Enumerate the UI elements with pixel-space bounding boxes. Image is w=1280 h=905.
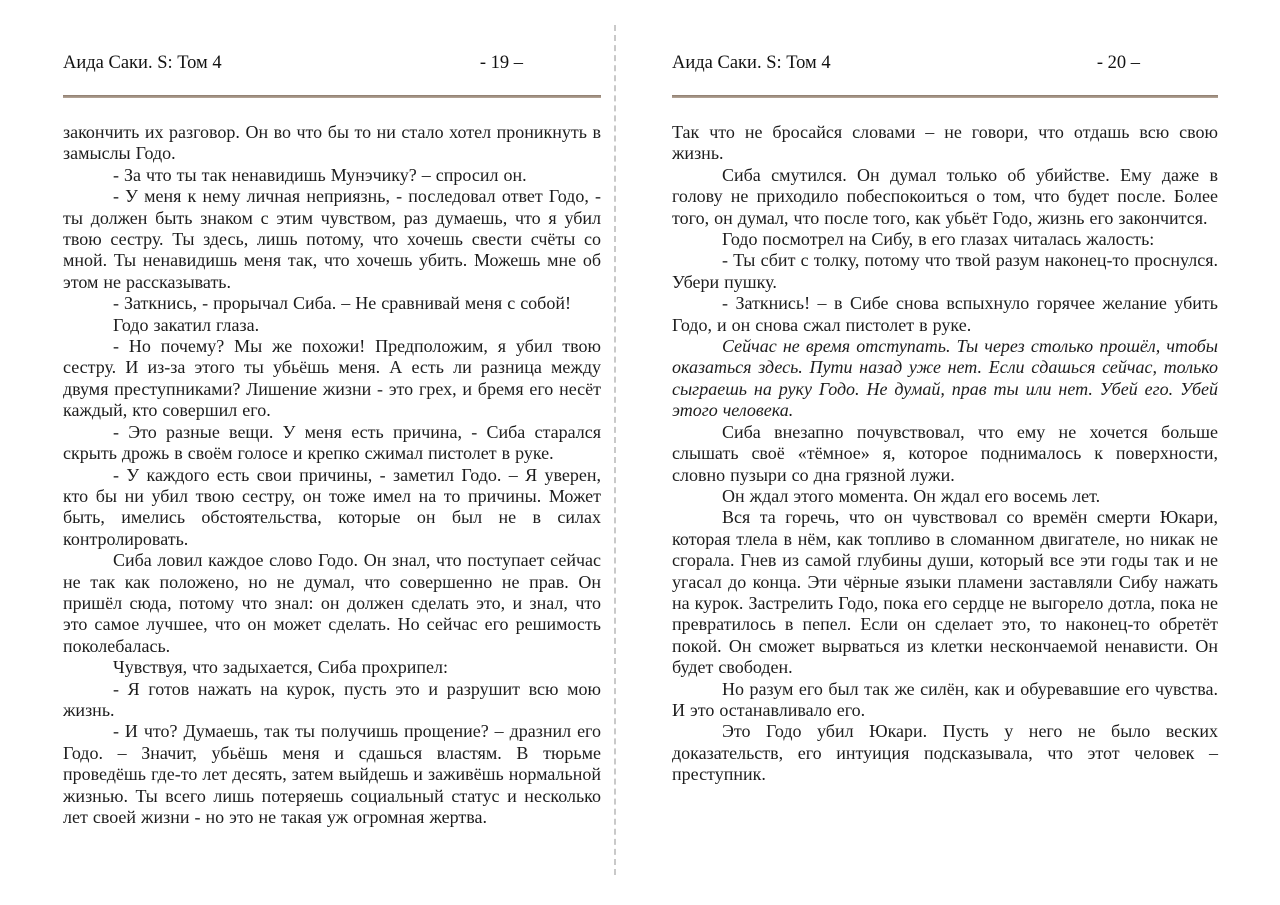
page-right: [672, 52, 1218, 786]
header-rule: [672, 95, 1218, 98]
paragraph: - Ты сбит с толку, потому что твой разум наконец-то проснулся. Убери пушку.: [672, 250, 1218, 292]
page-number: - 20 –: [1096, 53, 1140, 73]
paragraph: - Это разные вещи. У меня есть причина, - Сиба старался скрыть дрожь в своём голосе и крепко сжимал пистолет в руке.: [63, 421, 601, 464]
paragraph: Но разум его был так же силён, как и обуревавшие его чувства. И это останавливало его.: [672, 678, 1218, 720]
paragraph: Годо посмотрел на Сибу, в его глазах читалась жалость:: [722, 229, 1155, 250]
book-title: Аида Саки. S: Том 4: [63, 53, 222, 73]
header-rule: [63, 95, 601, 98]
paragraph: Сиба смутился. Он думал только об убийстве. Ему даже в голову не приходило побеспокоиться о том, что будет после. Более того, он думал, что после того, как убьёт Годо, жизнь его закончится.: [672, 164, 1218, 228]
paragraph: Он ждал этого момента. Он ждал его восемь лет.: [722, 485, 1101, 506]
page-body: [63, 122, 601, 828]
paragraph: Чувствуя, что задыхается, Сиба прохрипел:: [113, 657, 448, 678]
paragraph: - У каждого есть свои причины, - заметил Годо. – Я уверен, кто бы ни убил твою сестру, он тоже имел на то причины. Может быть, имелись обстоятельства, которые он был не в силах контролировать.: [63, 464, 601, 549]
page-body: [672, 122, 1218, 786]
paragraph: - За что ты так ненавидишь Мунэчику? – спросил он.: [113, 164, 527, 185]
page-header: [63, 52, 601, 74]
paragraph: Сиба внезапно почувствовал, что ему не хочется больше слышать своё «тёмное» я, которое поднималось к поверхности, словно пузыри со дна грязной лужи.: [672, 421, 1218, 485]
paragraph: - Заткнись! – в Сибе снова вспыхнуло горячее желание убить Годо, и он снова сжал пистолет в руке.: [672, 293, 1218, 335]
paragraph: - Я готов нажать на курок, пусть это и разрушит всю мою жизнь.: [63, 678, 601, 720]
paragraph: Годо закатил глаза.: [113, 314, 260, 335]
paragraph: Сейчас не время отступать. Ты через столько прошёл, чтобы оказаться здесь. Пути назад уже нет. Если сдашься сейчас, только сыграешь на руку Годо. Не думай, прав ты или нет. Убей его. Убей этого человека.: [672, 336, 1218, 421]
page-divider: [614, 25, 616, 875]
page-header: [672, 52, 1218, 74]
book-title: Аида Саки. S: Том 4: [672, 53, 831, 73]
paragraph: закончить их разговор. Он во что бы то ни стало хотел проникнуть в замыслы Годо.: [63, 122, 601, 164]
paragraph: - И что? Думаешь, так ты получишь прощение? – дразнил его Годо. – Значит, убьёшь меня и сдашься властям. В тюрьме проведёшь где-то лет десять, затем выйдешь и заживёшь нормальной жизнью. Ты всего лишь потеряешь социальный статус и несколько лет своей жизни - но это не такая уж огромная жертва.: [63, 721, 601, 827]
paragraph: - У меня к нему личная неприязнь, - последовал ответ Годо, - ты должен быть знаком с этим чувством, раз думаешь, что я убил твою сестру. Ты здесь, лишь потому, что хочешь свести счёты со мной. Ты ненавидишь меня так, что хочешь убить. Можешь мне об этом не рассказывать.: [63, 186, 601, 292]
page-left: [63, 52, 601, 828]
paragraph: Так что не бросайся словами – не говори, что отдашь всю свою жизнь.: [672, 122, 1218, 164]
paragraph: - Но почему? Мы же похожи! Предположим, я убил твою сестру. И из-за этого ты убьёшь меня. А есть ли разница между двумя преступниками? Лишение жизни - это грех, и бремя его несёт каждый, кто совершил его.: [63, 336, 601, 421]
paragraph: Это Годо убил Юкари. Пусть у него не было веских доказательств, его интуиция подсказывала, что этот человек – преступник.: [672, 721, 1218, 785]
page-number: - 19 –: [479, 53, 523, 73]
paragraph: - Заткнись, - прорычал Сиба. – Не сравнивай меня с собой!: [113, 293, 571, 314]
paragraph: Вся та горечь, что он чувствовал со времён смерти Юкари, которая тлела в нём, как топливо в сломанном двигателе, но никак не сгорала. Гнев из самой глубины души, который все эти годы так и не угасал до конца. Эти чёрные языки пламени заставляли Сибу нажать на курок. Застрелить Годо, пока его сердце не выгорело дотла, пока не превратилось в пепел. Если он сделает это, то наконец-то обретёт покой. Он сможет вырваться из клетки нескончаемой ненависти. Он будет свободен.: [672, 507, 1218, 678]
paragraph: Сиба ловил каждое слово Годо. Он знал, что поступает сейчас не так как положено, но не думал, что совершенно не прав. Он пришёл сюда, потому что знал: он должен сделать это, и знал, что это самое лучшее, что он может сделать. Но сейчас его решимость поколебалась.: [63, 550, 601, 656]
